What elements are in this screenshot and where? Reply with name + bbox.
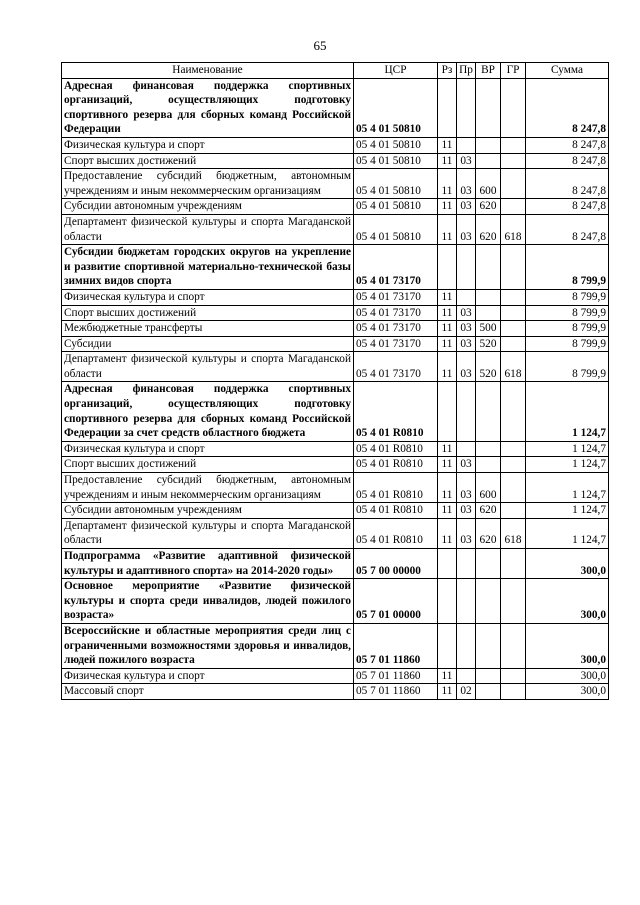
table-row [62, 503, 609, 519]
table-row [62, 153, 609, 169]
cell-sum: 8 247,8 [526, 153, 609, 169]
cell-pr: 03 [457, 305, 476, 321]
cell-name: Спорт высших достижений [62, 153, 354, 169]
cell-name: Адресная финансовая поддержка спортивных организаций, осуществляющих подготовку спортивного резерва для сборных команд Российской Федерации [62, 78, 354, 137]
cell-gr: 618 [501, 352, 526, 382]
cell-name: Межбюджетные трансферты [62, 321, 354, 337]
cell-pr: 03 [457, 214, 476, 244]
cell-sum: 8 799,9 [526, 352, 609, 382]
cell-name: Предоставление субсидий бюджетным, автономным учреждениям и иным некоммерческим организациям [62, 169, 354, 199]
cell-sum: 1 124,7 [526, 503, 609, 519]
cell-gr [501, 169, 526, 199]
cell-csr: 05 4 01 50810 [354, 153, 438, 169]
cell-gr [501, 668, 526, 684]
table-row [62, 473, 609, 503]
cell-sum: 8 247,8 [526, 169, 609, 199]
cell-csr: 05 4 01 73170 [354, 352, 438, 382]
cell-csr: 05 7 00 00000 [354, 549, 438, 579]
cell-sum: 8 247,8 [526, 137, 609, 153]
cell-rz: 11 [438, 305, 457, 321]
table-row [62, 245, 609, 290]
cell-pr: 03 [457, 321, 476, 337]
cell-name: Департамент физической культуры и спорта Магаданской области [62, 518, 354, 548]
cell-sum: 1 124,7 [526, 441, 609, 457]
cell-rz: 11 [438, 473, 457, 503]
cell-vr: 620 [476, 214, 501, 244]
cell-rz [438, 78, 457, 137]
cell-vr [476, 78, 501, 137]
cell-name: Адресная финансовая поддержка спортивных организаций, осуществляющих подготовку спортивного резерва для сборных команд Российской Федерации за счет средств областного бюджета [62, 382, 354, 441]
header-name: Наименование [62, 63, 354, 79]
table-row [62, 199, 609, 215]
table-row [62, 579, 609, 624]
cell-csr: 05 4 01 50810 [354, 78, 438, 137]
cell-vr [476, 305, 501, 321]
cell-sum: 300,0 [526, 549, 609, 579]
header-pr: Пр [457, 63, 476, 79]
cell-pr: 03 [457, 518, 476, 548]
cell-vr [476, 668, 501, 684]
cell-vr [476, 153, 501, 169]
cell-rz: 11 [438, 321, 457, 337]
cell-gr: 618 [501, 214, 526, 244]
cell-gr [501, 199, 526, 215]
cell-gr [501, 305, 526, 321]
table-row [62, 441, 609, 457]
cell-sum: 300,0 [526, 579, 609, 624]
cell-name: Физическая культура и спорт [62, 441, 354, 457]
cell-sum: 1 124,7 [526, 473, 609, 503]
cell-gr [501, 579, 526, 624]
cell-vr: 500 [476, 321, 501, 337]
table-row [62, 78, 609, 137]
cell-gr [501, 623, 526, 668]
cell-sum: 300,0 [526, 623, 609, 668]
cell-sum: 8 799,9 [526, 245, 609, 290]
cell-rz: 11 [438, 441, 457, 457]
cell-name: Основное мероприятие «Развитие физической культуры и спорта среди инвалидов, людей пожилого возраста» [62, 579, 354, 624]
cell-rz: 11 [438, 169, 457, 199]
cell-rz: 11 [438, 214, 457, 244]
cell-vr: 620 [476, 503, 501, 519]
cell-rz: 11 [438, 684, 457, 700]
cell-vr [476, 579, 501, 624]
cell-rz: 11 [438, 153, 457, 169]
cell-csr: 05 4 01 R0810 [354, 441, 438, 457]
cell-name: Субсидии автономным учреждениям [62, 199, 354, 215]
table-row [62, 382, 609, 441]
table-row [62, 623, 609, 668]
cell-vr: 600 [476, 169, 501, 199]
table-row [62, 518, 609, 548]
cell-pr: 03 [457, 503, 476, 519]
table-header-row [62, 63, 609, 79]
cell-gr [501, 457, 526, 473]
cell-sum: 8 247,8 [526, 199, 609, 215]
cell-vr: 520 [476, 352, 501, 382]
cell-pr [457, 623, 476, 668]
cell-rz [438, 382, 457, 441]
cell-rz [438, 245, 457, 290]
cell-csr: 05 4 01 R0810 [354, 457, 438, 473]
cell-name: Спорт высших достижений [62, 305, 354, 321]
cell-sum: 1 124,7 [526, 518, 609, 548]
cell-rz: 11 [438, 668, 457, 684]
cell-gr [501, 245, 526, 290]
cell-pr [457, 382, 476, 441]
cell-name: Спорт высших достижений [62, 457, 354, 473]
cell-sum: 300,0 [526, 668, 609, 684]
cell-gr [501, 336, 526, 352]
cell-sum: 8 799,9 [526, 321, 609, 337]
cell-csr: 05 7 01 11860 [354, 623, 438, 668]
cell-rz: 11 [438, 352, 457, 382]
page-number: 65 [313, 38, 327, 53]
cell-sum: 8 247,8 [526, 78, 609, 137]
cell-gr [501, 153, 526, 169]
cell-rz [438, 579, 457, 624]
cell-vr [476, 382, 501, 441]
cell-csr: 05 4 01 73170 [354, 289, 438, 305]
budget-table [61, 62, 609, 700]
header-csr: ЦСР [354, 63, 438, 79]
header-rz: Рз [438, 63, 457, 79]
cell-pr: 03 [457, 169, 476, 199]
cell-pr [457, 441, 476, 457]
cell-sum: 1 124,7 [526, 457, 609, 473]
cell-name: Департамент физической культуры и спорта Магаданской области [62, 352, 354, 382]
cell-pr: 03 [457, 153, 476, 169]
cell-csr: 05 7 01 00000 [354, 579, 438, 624]
cell-name: Физическая культура и спорт [62, 289, 354, 305]
cell-vr: 620 [476, 199, 501, 215]
table-row [62, 668, 609, 684]
table-row [62, 137, 609, 153]
cell-name: Подпрограмма «Развитие адаптивной физической культуры и адаптивного спорта» на 2014-2020 годы» [62, 549, 354, 579]
cell-gr: 618 [501, 518, 526, 548]
cell-csr: 05 4 01 50810 [354, 137, 438, 153]
table-row [62, 549, 609, 579]
cell-rz [438, 549, 457, 579]
cell-csr: 05 4 01 R0810 [354, 473, 438, 503]
cell-vr [476, 549, 501, 579]
cell-csr: 05 4 01 R0810 [354, 518, 438, 548]
table-row [62, 289, 609, 305]
cell-rz: 11 [438, 199, 457, 215]
cell-gr [501, 78, 526, 137]
cell-rz: 11 [438, 457, 457, 473]
cell-rz: 11 [438, 289, 457, 305]
cell-pr [457, 579, 476, 624]
cell-pr [457, 78, 476, 137]
cell-pr: 02 [457, 684, 476, 700]
cell-pr [457, 245, 476, 290]
cell-vr [476, 684, 501, 700]
cell-gr [501, 473, 526, 503]
cell-vr: 620 [476, 518, 501, 548]
cell-pr: 03 [457, 352, 476, 382]
cell-vr [476, 623, 501, 668]
cell-vr [476, 245, 501, 290]
table-row [62, 457, 609, 473]
cell-csr: 05 4 01 R0810 [354, 503, 438, 519]
cell-name: Субсидии автономным учреждениям [62, 503, 354, 519]
cell-csr: 05 4 01 50810 [354, 199, 438, 215]
cell-csr: 05 4 01 50810 [354, 169, 438, 199]
cell-gr [501, 684, 526, 700]
cell-name: Субсидии бюджетам городских округов на укрепление и развитие спортивной материально-технической базы зимних видов спорта [62, 245, 354, 290]
cell-name: Физическая культура и спорт [62, 668, 354, 684]
cell-gr [501, 441, 526, 457]
cell-gr [501, 289, 526, 305]
cell-vr: 520 [476, 336, 501, 352]
cell-csr: 05 4 01 73170 [354, 321, 438, 337]
cell-pr [457, 668, 476, 684]
cell-sum: 8 799,9 [526, 305, 609, 321]
cell-name: Департамент физической культуры и спорта Магаданской области [62, 214, 354, 244]
cell-csr: 05 4 01 73170 [354, 336, 438, 352]
cell-sum: 8 799,9 [526, 336, 609, 352]
cell-vr [476, 289, 501, 305]
header-gr: ГР [501, 63, 526, 79]
cell-pr [457, 289, 476, 305]
cell-gr [501, 382, 526, 441]
table-row [62, 214, 609, 244]
cell-rz: 11 [438, 137, 457, 153]
cell-gr [501, 137, 526, 153]
table-row [62, 352, 609, 382]
table-row [62, 169, 609, 199]
cell-rz [438, 623, 457, 668]
cell-gr [501, 549, 526, 579]
cell-csr: 05 7 01 11860 [354, 668, 438, 684]
table-row [62, 305, 609, 321]
table-body [62, 78, 609, 699]
cell-sum: 8 799,9 [526, 289, 609, 305]
cell-pr: 03 [457, 336, 476, 352]
cell-gr [501, 503, 526, 519]
cell-csr: 05 4 01 R0810 [354, 382, 438, 441]
cell-name: Физическая культура и спорт [62, 137, 354, 153]
cell-rz: 11 [438, 503, 457, 519]
cell-vr [476, 457, 501, 473]
cell-pr: 03 [457, 473, 476, 503]
cell-sum: 1 124,7 [526, 382, 609, 441]
table-row [62, 336, 609, 352]
cell-vr [476, 441, 501, 457]
cell-csr: 05 4 01 73170 [354, 245, 438, 290]
cell-rz: 11 [438, 518, 457, 548]
cell-sum: 8 247,8 [526, 214, 609, 244]
header-sum: Сумма [526, 63, 609, 79]
cell-csr: 05 7 01 11860 [354, 684, 438, 700]
cell-gr [501, 321, 526, 337]
cell-rz: 11 [438, 336, 457, 352]
cell-pr [457, 549, 476, 579]
cell-pr [457, 137, 476, 153]
table-row [62, 684, 609, 700]
cell-name: Субсидии [62, 336, 354, 352]
cell-pr: 03 [457, 199, 476, 215]
cell-vr [476, 137, 501, 153]
cell-name: Предоставление субсидий бюджетным, автономным учреждениям и иным некоммерческим организациям [62, 473, 354, 503]
header-vr: ВР [476, 63, 501, 79]
cell-csr: 05 4 01 50810 [354, 214, 438, 244]
cell-name: Массовый спорт [62, 684, 354, 700]
cell-name: Всероссийские и областные мероприятия среди лиц с ограниченными возможностями здоровья и инвалидов, людей пожилого возраста [62, 623, 354, 668]
cell-sum: 300,0 [526, 684, 609, 700]
table-row [62, 321, 609, 337]
cell-vr: 600 [476, 473, 501, 503]
cell-csr: 05 4 01 73170 [354, 305, 438, 321]
cell-pr: 03 [457, 457, 476, 473]
